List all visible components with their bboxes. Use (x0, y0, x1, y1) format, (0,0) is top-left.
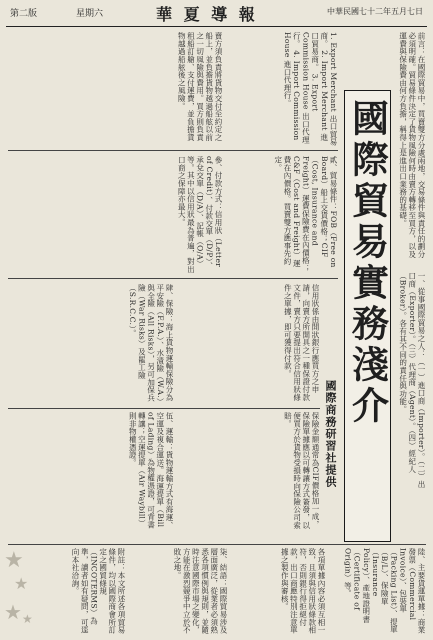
text-column-1: 前言：在國際貿易中，買賣雙方分處兩地，交易條件與責任的劃分必須明確。貿易條件決定了貨物風險何時由賣方轉移至買方，以及運費與保險費由何方負擔，稱得上是進出口業務的基礎。 (398, 32, 426, 259)
page-header (6, 2, 427, 27)
text-column-7: 信用狀係由開狀銀行應買方之申請，向賣方所開具之一種保證付款文件，賣方只要提出符合信用狀條件之單據，即可獲得付款。 (283, 284, 320, 401)
article-byline: 國際商務研習社提供 (324, 380, 337, 488)
divider-line (8, 544, 426, 545)
text-column-4: 貳、貿易條件：FOB（Free on Board）船上交貨價格；CIF（Cost, Insurance and Freight）運費保險費在內價格；C&F（Cost and Freight）運費在內價格。買賣雙方應事先約定。 (273, 156, 338, 273)
article-title-box (344, 90, 391, 542)
text-column-11: 陸、主要貨運單據：商業發票（Commercial Invoice）、包裝單（Packing List）、提單（B/L）、保險單（Insurance Policy）、產地證明書（Certificate of Origin）等。 (343, 548, 426, 634)
star-icon: ★ (14, 574, 29, 593)
weekday: 星期六 (76, 9, 104, 19)
page-number: 第二版 (10, 9, 38, 19)
star-icon: ★ (22, 612, 33, 626)
divider-line (8, 278, 338, 279)
divider-line (8, 150, 338, 151)
text-column-3: 1. Export Merchant 出口貿易商。 2. Import Merchant 進口貿易商。 3. Export Commission House 出口代理行。 4. Import Commission House 進口代理行。 (282, 32, 338, 146)
text-column-2: 一、從事國際貿易之人：（一）進口商（Importer）。（二）出口商（Exporter）。（三）代理商（Agent）。（四）經紀人（Broker）。各有其不同的責任與功能。 (398, 272, 426, 489)
text-column-8: 肆、保險：海上貨物運輸保險分為平安險（F.P.A.）、水漬險（W.A.）與全險（All Risks），另可加保兵險（War Risks）及罷工險（S.R.C.C.）。 (128, 284, 174, 403)
text-column-12: 各項單據內容必須互相一致，且須與信用狀條款相符，否則銀行得拒絕付款，出口商應特別注意單據之製作與審核。 (280, 548, 326, 634)
divider-line (8, 408, 320, 409)
star-icon: ★ (4, 548, 24, 573)
masthead: 華 夏 導 報 (156, 5, 258, 24)
text-column-13: 柒、結語：國際貿易涉及層面廣泛，從業者必須熟悉各項慣例與規則，並隨時注意國際市場之變化，方能在激烈競爭中立於不敗之地。 (172, 548, 228, 634)
article-title: 國際貿易實務淺介 (345, 99, 390, 427)
text-column-6: 參、付款方式：信用狀（Letter of Credit）、付款交單（D/P）、承兌交單（D/A）、記帳（O/A）等。其中以信用狀最為普遍，對出口商之保障亦最大。 (177, 156, 223, 273)
issue-date: 中華民國七十二年五月七日 (327, 7, 423, 16)
text-column-10: 伍、運輸：貨物運輸方式有海運、空運及複合運送。海運提單（Bill of Lading）為物權憑證，可背書轉讓；空運提單（Air Waybill）則非物權憑證。 (128, 412, 174, 529)
text-column-14: 附註：本文所述各項貿易條件，均以國際商會所訂定之國貿條規（INCOTERMS）為準，讀者如有疑問，可逕向本社洽詢。 (70, 548, 126, 634)
text-column-5: 賣方須負責將貨物交付至約定之船上，並負擔貨物越過船舷以前之一切風險與費用。買方則負責租船訂艙、支付運費，並負擔貨物越過船舷後之風險。 (177, 32, 223, 142)
text-column-9: 保險金額通常為CIF價格加一成，保險單據應以可轉讓方式簽發，以便買方於貨物受損時向保險公司索賠。 (283, 412, 320, 529)
star-icon: ★ (4, 600, 22, 624)
